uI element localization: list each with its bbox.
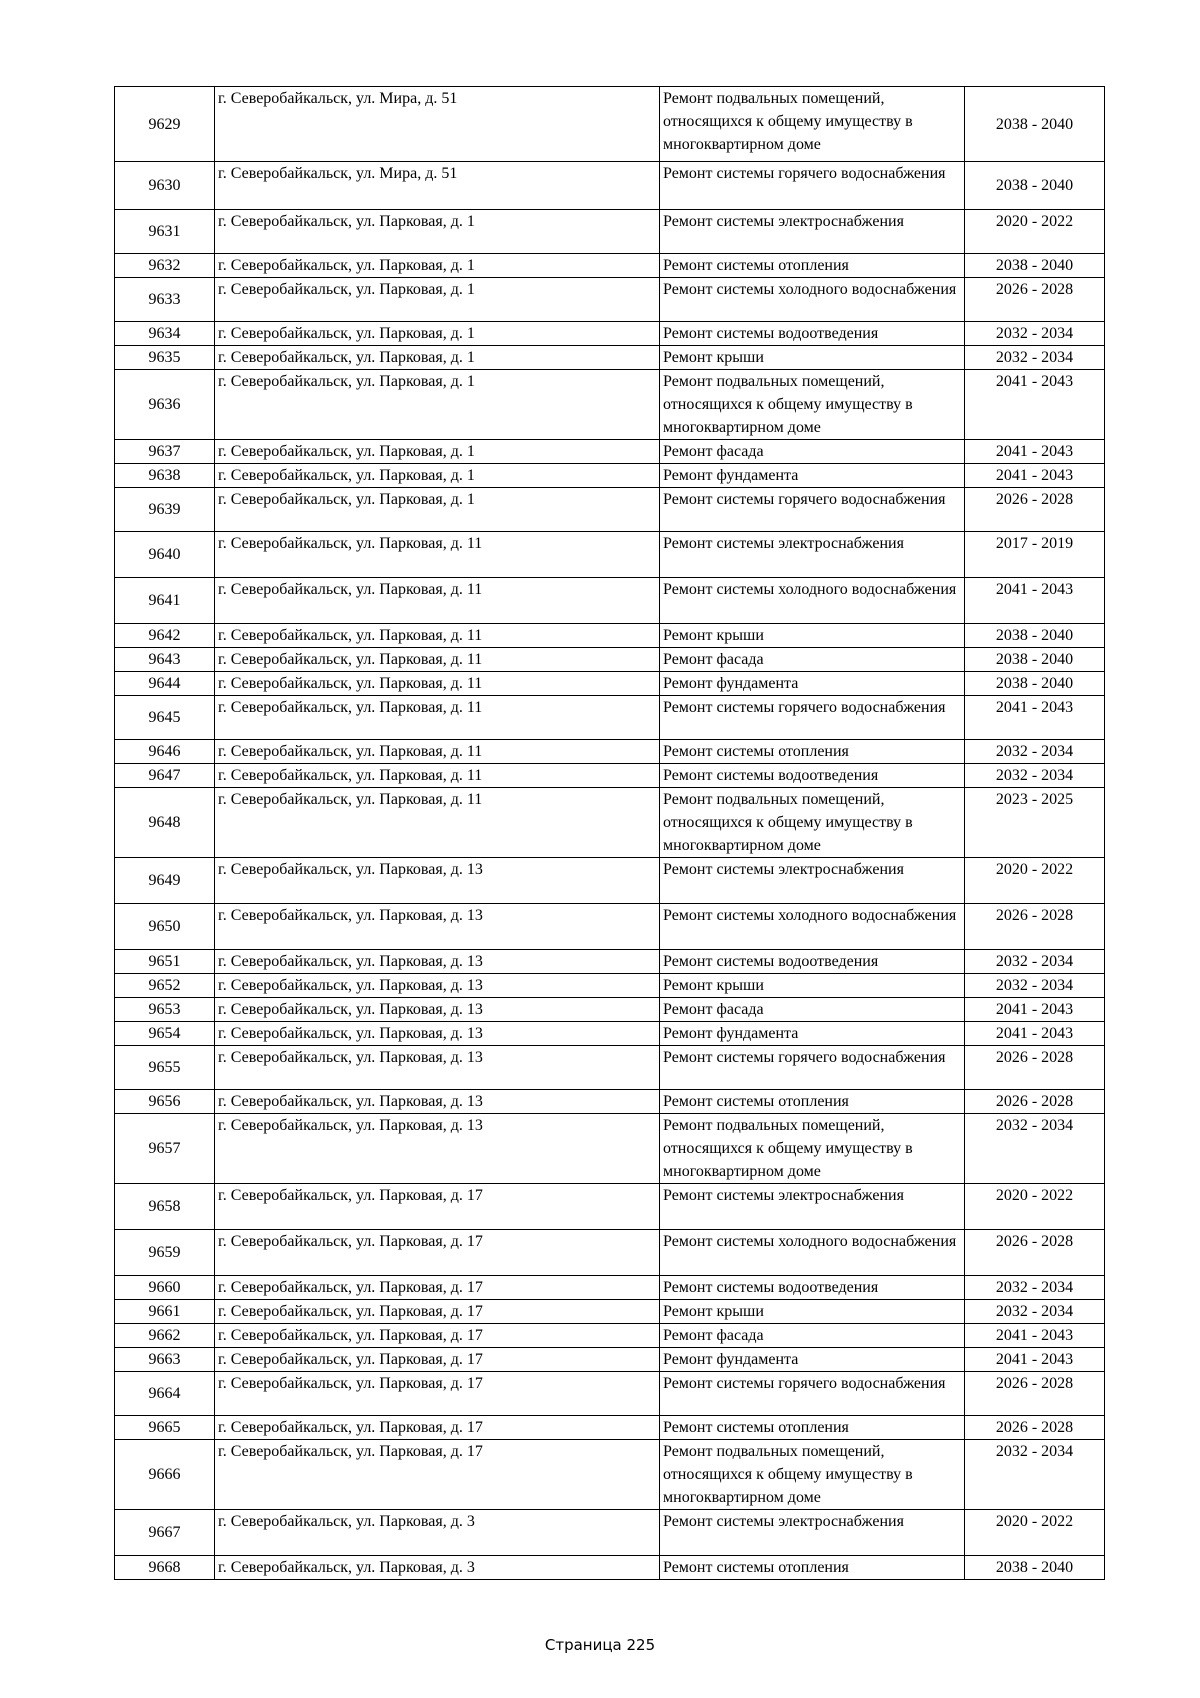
row-number: 9658 <box>115 1184 215 1230</box>
table-row <box>115 740 1105 764</box>
row-work-type: Ремонт системы отопления <box>660 1416 965 1440</box>
row-number: 9654 <box>115 1022 215 1046</box>
row-number: 9655 <box>115 1046 215 1090</box>
row-work-type: Ремонт крыши <box>660 1300 965 1324</box>
row-period: 2017 - 2019 <box>965 532 1105 578</box>
row-number: 9646 <box>115 740 215 764</box>
table-row <box>115 1230 1105 1276</box>
row-address: г. Северобайкальск, ул. Парковая, д. 11 <box>215 532 660 578</box>
row-address: г. Северобайкальск, ул. Парковая, д. 13 <box>215 974 660 998</box>
row-number: 9632 <box>115 254 215 278</box>
table-row <box>115 1556 1105 1580</box>
row-number: 9653 <box>115 998 215 1022</box>
row-work-type: Ремонт фундамента <box>660 464 965 488</box>
table-row <box>115 1510 1105 1556</box>
row-period: 2041 - 2043 <box>965 464 1105 488</box>
table-row <box>115 346 1105 370</box>
row-period: 2041 - 2043 <box>965 370 1105 440</box>
table-row <box>115 1416 1105 1440</box>
row-number: 9648 <box>115 788 215 858</box>
row-work-type: Ремонт системы электроснабжения <box>660 210 965 254</box>
row-number: 9635 <box>115 346 215 370</box>
table-row <box>115 532 1105 578</box>
repair-schedule-table <box>114 86 1105 1580</box>
row-period: 2020 - 2022 <box>965 210 1105 254</box>
row-period: 2032 - 2034 <box>965 1114 1105 1184</box>
table-row <box>115 1372 1105 1416</box>
row-number: 9647 <box>115 764 215 788</box>
row-address: г. Северобайкальск, ул. Парковая, д. 11 <box>215 648 660 672</box>
row-work-type: Ремонт фундамента <box>660 1022 965 1046</box>
row-work-type: Ремонт системы электроснабжения <box>660 1510 965 1556</box>
row-address: г. Северобайкальск, ул. Парковая, д. 1 <box>215 322 660 346</box>
row-period: 2041 - 2043 <box>965 1348 1105 1372</box>
row-period: 2026 - 2028 <box>965 1416 1105 1440</box>
row-address: г. Северобайкальск, ул. Парковая, д. 17 <box>215 1300 660 1324</box>
row-period: 2032 - 2034 <box>965 1276 1105 1300</box>
row-address: г. Северобайкальск, ул. Парковая, д. 11 <box>215 696 660 740</box>
table-row <box>115 464 1105 488</box>
table-row <box>115 578 1105 624</box>
table-row <box>115 648 1105 672</box>
row-address: г. Северобайкальск, ул. Парковая, д. 1 <box>215 370 660 440</box>
row-period: 2038 - 2040 <box>965 672 1105 696</box>
row-number: 9636 <box>115 370 215 440</box>
row-period: 2041 - 2043 <box>965 440 1105 464</box>
row-work-type: Ремонт системы электроснабжения <box>660 532 965 578</box>
table-row <box>115 696 1105 740</box>
row-number: 9665 <box>115 1416 215 1440</box>
row-number: 9644 <box>115 672 215 696</box>
row-number: 9650 <box>115 904 215 950</box>
row-number: 9667 <box>115 1510 215 1556</box>
row-work-type: Ремонт подвальных помещений, относящихся к общему имуществу в многоквартирном доме <box>660 1114 965 1184</box>
row-address: г. Северобайкальск, ул. Парковая, д. 11 <box>215 578 660 624</box>
row-address: г. Северобайкальск, ул. Парковая, д. 13 <box>215 1046 660 1090</box>
row-address: г. Северобайкальск, ул. Парковая, д. 17 <box>215 1184 660 1230</box>
row-address: г. Северобайкальск, ул. Парковая, д. 13 <box>215 950 660 974</box>
row-number: 9661 <box>115 1300 215 1324</box>
row-period: 2032 - 2034 <box>965 1300 1105 1324</box>
row-work-type: Ремонт фасада <box>660 440 965 464</box>
row-work-type: Ремонт системы электроснабжения <box>660 858 965 904</box>
row-period: 2038 - 2040 <box>965 648 1105 672</box>
row-work-type: Ремонт фундамента <box>660 1348 965 1372</box>
row-address: г. Северобайкальск, ул. Парковая, д. 17 <box>215 1372 660 1416</box>
table-row <box>115 210 1105 254</box>
row-work-type: Ремонт системы водоотведения <box>660 1276 965 1300</box>
table-row <box>115 440 1105 464</box>
row-address: г. Северобайкальск, ул. Парковая, д. 3 <box>215 1556 660 1580</box>
row-period: 2020 - 2022 <box>965 1510 1105 1556</box>
row-work-type: Ремонт системы холодного водоснабжения <box>660 578 965 624</box>
row-work-type: Ремонт системы водоотведения <box>660 322 965 346</box>
table-body <box>115 87 1105 1580</box>
table-row <box>115 370 1105 440</box>
row-period: 2026 - 2028 <box>965 1230 1105 1276</box>
row-number: 9666 <box>115 1440 215 1510</box>
row-work-type: Ремонт крыши <box>660 624 965 648</box>
row-number: 9657 <box>115 1114 215 1184</box>
row-address: г. Северобайкальск, ул. Парковая, д. 13 <box>215 1114 660 1184</box>
row-period: 2020 - 2022 <box>965 1184 1105 1230</box>
row-work-type: Ремонт системы отопления <box>660 254 965 278</box>
row-address: г. Северобайкальск, ул. Парковая, д. 13 <box>215 858 660 904</box>
row-work-type: Ремонт подвальных помещений, относящихся к общему имуществу в многоквартирном доме <box>660 788 965 858</box>
row-address: г. Северобайкальск, ул. Парковая, д. 13 <box>215 904 660 950</box>
row-work-type: Ремонт фундамента <box>660 672 965 696</box>
row-address: г. Северобайкальск, ул. Парковая, д. 17 <box>215 1416 660 1440</box>
table-row <box>115 1300 1105 1324</box>
table-row <box>115 764 1105 788</box>
row-number: 9662 <box>115 1324 215 1348</box>
table-row <box>115 672 1105 696</box>
row-address: г. Северобайкальск, ул. Парковая, д. 1 <box>215 210 660 254</box>
table-row <box>115 1022 1105 1046</box>
row-period: 2032 - 2034 <box>965 346 1105 370</box>
row-period: 2026 - 2028 <box>965 278 1105 322</box>
row-number: 9643 <box>115 648 215 672</box>
row-work-type: Ремонт системы горячего водоснабжения <box>660 696 965 740</box>
row-address: г. Северобайкальск, ул. Парковая, д. 1 <box>215 464 660 488</box>
row-number: 9629 <box>115 87 215 162</box>
row-work-type: Ремонт системы горячего водоснабжения <box>660 1046 965 1090</box>
row-period: 2023 - 2025 <box>965 788 1105 858</box>
row-period: 2020 - 2022 <box>965 858 1105 904</box>
row-address: г. Северобайкальск, ул. Парковая, д. 1 <box>215 440 660 464</box>
row-address: г. Северобайкальск, ул. Парковая, д. 1 <box>215 488 660 532</box>
row-number: 9633 <box>115 278 215 322</box>
row-number: 9656 <box>115 1090 215 1114</box>
row-period: 2026 - 2028 <box>965 1372 1105 1416</box>
row-number: 9639 <box>115 488 215 532</box>
row-number: 9659 <box>115 1230 215 1276</box>
table-row <box>115 1184 1105 1230</box>
row-work-type: Ремонт системы холодного водоснабжения <box>660 904 965 950</box>
row-address: г. Северобайкальск, ул. Парковая, д. 13 <box>215 1022 660 1046</box>
row-address: г. Северобайкальск, ул. Парковая, д. 11 <box>215 740 660 764</box>
table-row <box>115 624 1105 648</box>
row-address: г. Северобайкальск, ул. Парковая, д. 1 <box>215 278 660 322</box>
row-period: 2032 - 2034 <box>965 1440 1105 1510</box>
row-work-type: Ремонт системы отопления <box>660 1090 965 1114</box>
row-address: г. Северобайкальск, ул. Парковая, д. 13 <box>215 1090 660 1114</box>
row-period: 2038 - 2040 <box>965 162 1105 210</box>
row-number: 9634 <box>115 322 215 346</box>
row-period: 2041 - 2043 <box>965 696 1105 740</box>
page-number: Страница 225 <box>544 1636 656 1654</box>
table-row <box>115 1348 1105 1372</box>
row-work-type: Ремонт фасада <box>660 648 965 672</box>
row-address: г. Северобайкальск, ул. Мира, д. 51 <box>215 87 660 162</box>
row-address: г. Северобайкальск, ул. Парковая, д. 17 <box>215 1230 660 1276</box>
table-row <box>115 1114 1105 1184</box>
row-work-type: Ремонт фасада <box>660 998 965 1022</box>
row-address: г. Северобайкальск, ул. Парковая, д. 11 <box>215 624 660 648</box>
row-work-type: Ремонт системы холодного водоснабжения <box>660 278 965 322</box>
row-number: 9652 <box>115 974 215 998</box>
row-period: 2038 - 2040 <box>965 1556 1105 1580</box>
row-period: 2041 - 2043 <box>965 1022 1105 1046</box>
row-period: 2032 - 2034 <box>965 740 1105 764</box>
row-period: 2026 - 2028 <box>965 1046 1105 1090</box>
table-row <box>115 974 1105 998</box>
row-number: 9638 <box>115 464 215 488</box>
row-number: 9663 <box>115 1348 215 1372</box>
row-period: 2032 - 2034 <box>965 974 1105 998</box>
row-period: 2038 - 2040 <box>965 254 1105 278</box>
row-number: 9664 <box>115 1372 215 1416</box>
row-address: г. Северобайкальск, ул. Парковая, д. 17 <box>215 1348 660 1372</box>
table-row <box>115 1324 1105 1348</box>
table-row <box>115 87 1105 162</box>
table-row <box>115 788 1105 858</box>
row-number: 9630 <box>115 162 215 210</box>
row-work-type: Ремонт подвальных помещений, относящихся к общему имуществу в многоквартирном доме <box>660 1440 965 1510</box>
table-row <box>115 254 1105 278</box>
row-number: 9651 <box>115 950 215 974</box>
row-period: 2032 - 2034 <box>965 950 1105 974</box>
row-period: 2041 - 2043 <box>965 1324 1105 1348</box>
row-number: 9645 <box>115 696 215 740</box>
table-row <box>115 858 1105 904</box>
table-row <box>115 904 1105 950</box>
row-work-type: Ремонт системы отопления <box>660 1556 965 1580</box>
row-number: 9642 <box>115 624 215 648</box>
row-address: г. Северобайкальск, ул. Парковая, д. 11 <box>215 764 660 788</box>
table-row <box>115 1276 1105 1300</box>
table-row <box>115 950 1105 974</box>
row-number: 9640 <box>115 532 215 578</box>
row-address: г. Северобайкальск, ул. Парковая, д. 17 <box>215 1276 660 1300</box>
table-row <box>115 488 1105 532</box>
row-period: 2032 - 2034 <box>965 764 1105 788</box>
row-address: г. Северобайкальск, ул. Парковая, д. 13 <box>215 998 660 1022</box>
row-address: г. Северобайкальск, ул. Парковая, д. 3 <box>215 1510 660 1556</box>
row-period: 2026 - 2028 <box>965 488 1105 532</box>
row-period: 2032 - 2034 <box>965 322 1105 346</box>
row-address: г. Северобайкальск, ул. Парковая, д. 11 <box>215 672 660 696</box>
row-work-type: Ремонт системы водоотведения <box>660 950 965 974</box>
row-number: 9641 <box>115 578 215 624</box>
row-address: г. Северобайкальск, ул. Парковая, д. 17 <box>215 1440 660 1510</box>
row-period: 2038 - 2040 <box>965 87 1105 162</box>
row-work-type: Ремонт крыши <box>660 346 965 370</box>
row-work-type: Ремонт системы холодного водоснабжения <box>660 1230 965 1276</box>
row-number: 9637 <box>115 440 215 464</box>
row-work-type: Ремонт системы горячего водоснабжения <box>660 488 965 532</box>
row-work-type: Ремонт системы отопления <box>660 740 965 764</box>
table-row <box>115 998 1105 1022</box>
table-row <box>115 322 1105 346</box>
table-row <box>115 162 1105 210</box>
row-number: 9631 <box>115 210 215 254</box>
row-work-type: Ремонт системы водоотведения <box>660 764 965 788</box>
row-address: г. Северобайкальск, ул. Мира, д. 51 <box>215 162 660 210</box>
row-period: 2038 - 2040 <box>965 624 1105 648</box>
row-number: 9660 <box>115 1276 215 1300</box>
table-row <box>115 1440 1105 1510</box>
row-work-type: Ремонт фасада <box>660 1324 965 1348</box>
row-period: 2041 - 2043 <box>965 998 1105 1022</box>
table-row <box>115 1090 1105 1114</box>
row-address: г. Северобайкальск, ул. Парковая, д. 1 <box>215 346 660 370</box>
row-period: 2041 - 2043 <box>965 578 1105 624</box>
row-work-type: Ремонт подвальных помещений, относящихся к общему имуществу в многоквартирном доме <box>660 87 965 162</box>
row-work-type: Ремонт системы горячего водоснабжения <box>660 162 965 210</box>
row-number: 9649 <box>115 858 215 904</box>
table-row <box>115 1046 1105 1090</box>
row-period: 2026 - 2028 <box>965 1090 1105 1114</box>
row-address: г. Северобайкальск, ул. Парковая, д. 1 <box>215 254 660 278</box>
row-work-type: Ремонт системы электроснабжения <box>660 1184 965 1230</box>
row-work-type: Ремонт системы горячего водоснабжения <box>660 1372 965 1416</box>
row-number: 9668 <box>115 1556 215 1580</box>
table-row <box>115 278 1105 322</box>
row-period: 2026 - 2028 <box>965 904 1105 950</box>
row-work-type: Ремонт подвальных помещений, относящихся к общему имуществу в многоквартирном доме <box>660 370 965 440</box>
row-address: г. Северобайкальск, ул. Парковая, д. 11 <box>215 788 660 858</box>
row-address: г. Северобайкальск, ул. Парковая, д. 17 <box>215 1324 660 1348</box>
row-work-type: Ремонт крыши <box>660 974 965 998</box>
